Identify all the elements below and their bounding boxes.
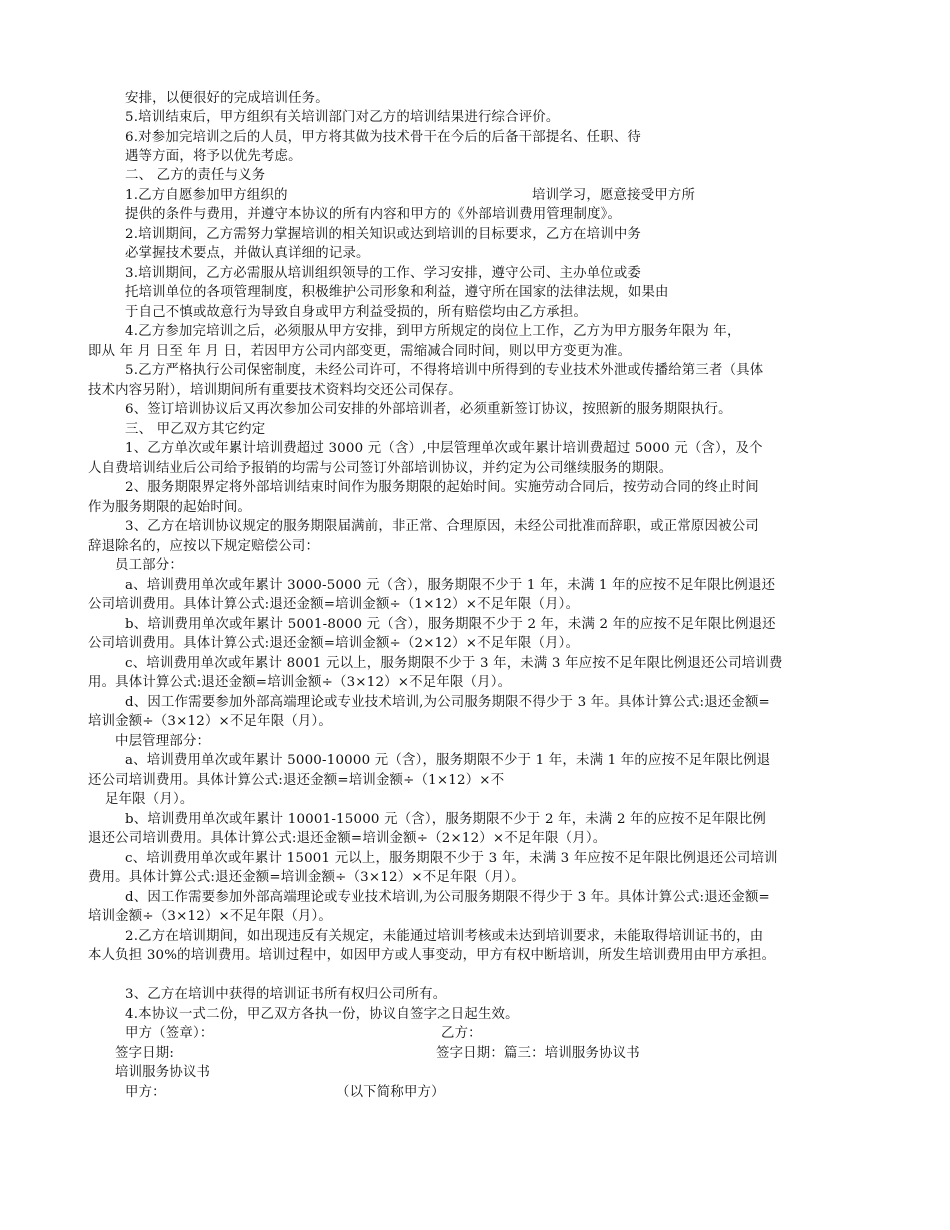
text-line: 6.对参加完培训之后的人员，甲方将其做为技术骨干在今后的后备干部提名、任职、待 <box>125 130 642 145</box>
text-line: 5.乙方严格执行公司保密制度，未经公司许可，不得将培训中所得到的专业技术外泄或传播给第三者（具体 <box>125 363 764 378</box>
text-line: c、培训费用单次或年累计 15001 元以上，服务期限不少于 3 年，未满 3 年应按不足年限比例退还公司培训 <box>125 851 778 866</box>
section-heading: 三、 甲乙双方其它约定 <box>125 422 266 437</box>
text-line: 即从 年 月 日至 年 月 日，若因甲方公司内部变更，需缩减合同时间，则以甲方变更为准。 <box>88 344 632 359</box>
text-line: 培训学习，愿意接受甲方所 <box>532 188 696 203</box>
text-line: b、培训费用单次或年累计 10001-15000 元（含），服务期限不少于 2 年，未满 2 年的应按不足年限比例 <box>125 812 767 827</box>
text-line: 4.本协议一式二份，甲乙双方各执一份，协议自签字之日起生效。 <box>125 1007 519 1022</box>
text-line: 1.乙方自愿参加甲方组织的 <box>125 188 288 203</box>
text-line: 培训金额÷（3×12）×不足年限（月）。 <box>88 714 332 729</box>
sign-date-label: 签字日期：篇三：培训服务协议书 <box>436 1046 640 1061</box>
text-line: d、因工作需要参加外部高端理论或专业技术培训,为公司服务期限不得少于 3 年。具体计算公式:退还金额= <box>125 695 770 710</box>
text-line: 1、乙方单次或年累计培训费超过 3000 元（含）,中层管理单次或年累计培训费超过 5000 元（含），及个 <box>125 441 763 456</box>
text-line: 公司培训费用。具体计算公式:退还金额=培训金额÷（1×12）×不足年限（月）。 <box>88 597 580 612</box>
party-a-signature-label: 甲方（签章）： <box>125 1026 214 1041</box>
text-line: 用。具体计算公式:退还金额=培训金额÷（3×12）×不足年限（月）。 <box>88 675 512 690</box>
subsection-label: 中层管理部分： <box>115 734 211 749</box>
section-heading: 二、 乙方的责任与义务 <box>125 168 266 183</box>
text-line: 退还公司培训费用。具体计算公式:退还金额=培训金额÷（2×12）×不足年限（月）。 <box>88 831 607 846</box>
text-line: a、培训费用单次或年累计 5000-10000 元（含），服务期限不少于 1 年，未满 1 年的应按不足年限比例退 <box>125 753 771 768</box>
text-line: 2、服务期限界定将外部培训结束时间作为服务期限的起始时间。实施劳动合同后，按劳动合同的终止时间 <box>125 480 759 495</box>
text-line: 培训金额÷（3×12）×不足年限（月）。 <box>88 909 332 924</box>
text-line: 足年限（月）。 <box>105 792 194 807</box>
text-line: c、培训费用单次或年累计 8001 元以上，服务期限不少于 3 年，未满 3 年应按不足年限比例退还公司培训费 <box>125 656 783 671</box>
text-line: 托培训单位的各项管理制度，积极维护公司形象和利益，遵守所在国家的法律法规，如果由 <box>125 285 669 300</box>
party-a-alias: （以下简称甲方） <box>336 1085 445 1100</box>
text-line: 必掌握技术要点，并做认真详细的记录。 <box>125 246 370 261</box>
text-line: 于自己不慎或故意行为导致自身或甲方利益受损的，所有赔偿均由乙方承担。 <box>125 305 588 320</box>
sign-date-label: 签字日期: <box>115 1046 175 1061</box>
text-line: 5.培训结束后，甲方组织有关培训部门对乙方的培训结果进行综合评价。 <box>125 110 560 125</box>
text-line: 4.乙方参加完培训之后，必须服从甲方安排，到甲方所规定的岗位上工作，乙方为甲方服务年限为 年， <box>125 324 741 339</box>
text-line: 3.培训期间，乙方必需服从培训组织领导的工作、学习安排，遵守公司、主办单位或委 <box>125 266 642 281</box>
text-line: 公司培训费用。具体计算公式:退还金额=培训金额÷（2×12）×不足年限（月）。 <box>88 636 580 651</box>
text-line: a、培训费用单次或年累计 3000-5000 元（含），服务期限不少于 1 年，未满 1 年的应按不足年限比例退还 <box>125 578 776 593</box>
text-line: b、培训费用单次或年累计 5001-8000 元（含），服务期限不少于 2 年，未满 2 年的应按不足年限比例退还 <box>125 617 776 632</box>
text-line: 6、签订培训协议后又再次参加公司安排的外部培训者，必须重新签订协议，按照新的服务期限执行。 <box>125 402 732 417</box>
text-line: 2.乙方在培训期间，如出现违反有关规定，未能通过培训考核或未达到培训要求，未能取得培训证书的，由 <box>125 929 764 944</box>
text-line: 技术内容另附），培训期间所有重要技术资料均交还公司保存。 <box>88 383 462 398</box>
text-line: 遇等方面，将予以优先考虑。 <box>125 149 302 164</box>
text-line: 安排，以便很好的完成培训任务。 <box>125 91 329 106</box>
text-line: 作为服务期限的起始时间。 <box>88 500 252 515</box>
text-line: 提供的条件与费用，并遵守本协议的所有内容和甲方的《外部培训费用管理制度》。 <box>125 207 622 222</box>
text-line: 3、乙方在培训中获得的培训证书所有权归公司所有。 <box>125 987 447 1002</box>
party-a-label: 甲方： <box>125 1085 166 1100</box>
text-line: 本人负担 30%的培训费用。培训过程中，如因甲方或人事变动，甲方有权中断培训，所发生培训费用由甲方承担。 <box>88 948 776 963</box>
text-line: 还公司培训费用。具体计算公式:退还金额=培训金额÷（1×12）×不 <box>88 773 505 788</box>
text-line: 辞退除名的，应按以下规定赔偿公司： <box>88 539 320 554</box>
subsection-label: 员工部分： <box>115 558 183 573</box>
text-line: 3、乙方在培训协议规定的服务期限届满前，非正常、合理原因，未经公司批准而辞职，或正常原因被公司 <box>125 519 759 534</box>
text-line: 2.培训期间，乙方需努力掌握培训的相关知识或达到培训的目标要求，乙方在培训中务 <box>125 227 642 242</box>
document-title: 培训服务协议书 <box>115 1065 211 1080</box>
party-b-label: 乙方： <box>441 1026 482 1041</box>
text-line: d、因工作需要参加外部高端理论或专业技术培训,为公司服务期限不得少于 3 年。具体计算公式:退还金额= <box>125 890 770 905</box>
text-line: 人自费培训结业后公司给予报销的均需与公司签订外部培训协议，并约定为公司继续服务的期限。 <box>88 461 673 476</box>
text-line: 费用。具体计算公式:退还金额=培训金额÷（3×12）×不足年限（月）。 <box>88 870 525 885</box>
